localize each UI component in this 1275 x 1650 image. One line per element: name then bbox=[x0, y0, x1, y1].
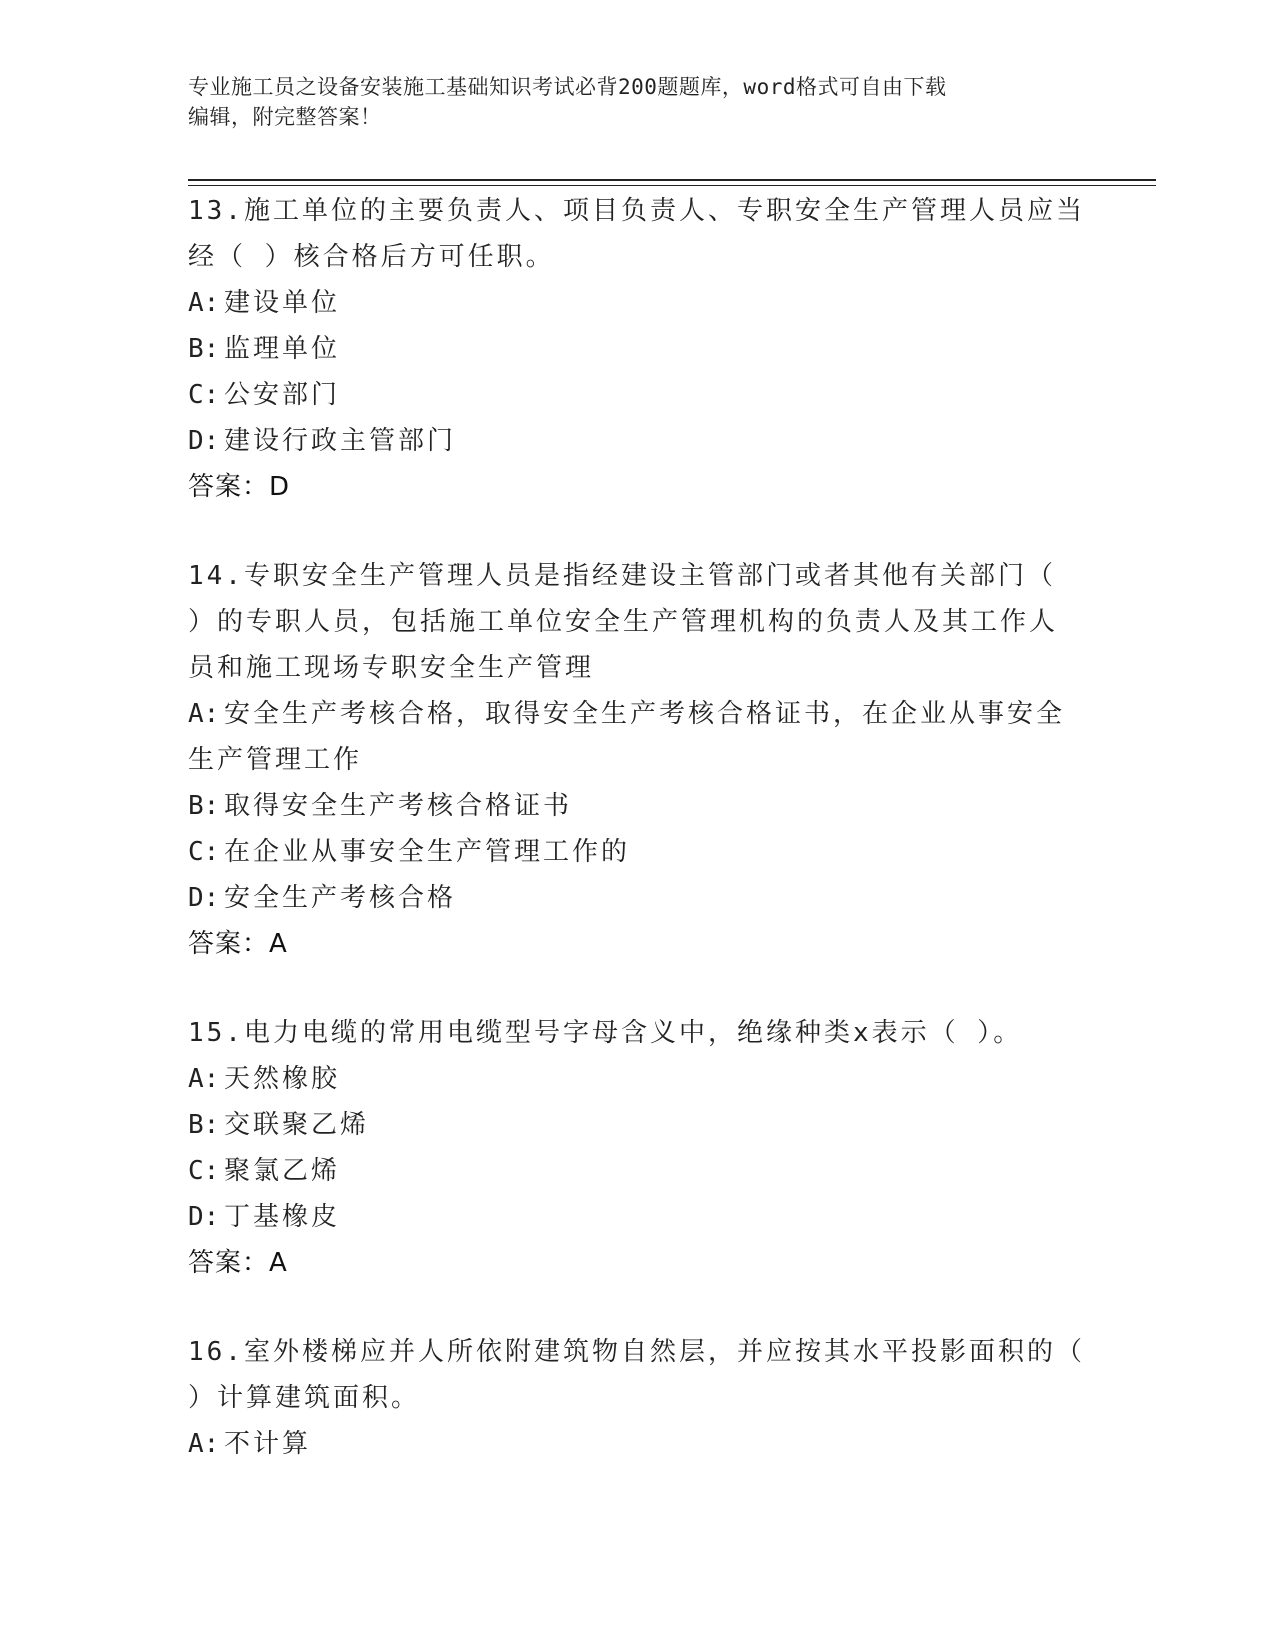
option-key: A: bbox=[188, 288, 220, 318]
answer-line: 答案：A bbox=[188, 1248, 288, 1278]
option-text: 不计算 bbox=[224, 1429, 312, 1459]
question-stem-line: 员和施工现场专职安全生产管理 bbox=[188, 653, 595, 683]
question-stem-line: 15.电力电缆的常用电缆型号字母含义中，绝缘种类x表示（ ）。 bbox=[188, 1018, 1023, 1048]
option-text: 聚氯乙烯 bbox=[224, 1156, 341, 1186]
document-header bbox=[188, 72, 1078, 132]
option-key: D: bbox=[188, 1202, 220, 1232]
option-key: D: bbox=[188, 883, 220, 913]
question-stem-line: 14.专职安全生产管理人员是指经建设主管部门或者其他有关部门（ bbox=[188, 561, 1056, 591]
option-line bbox=[188, 280, 1088, 326]
option-text: 取得安全生产考核合格证书 bbox=[224, 791, 573, 821]
option-line bbox=[188, 326, 1088, 372]
option-text: 天然橡胶 bbox=[224, 1064, 341, 1094]
question-stem-line: 经（ ）核合格后方可任职。 bbox=[188, 242, 555, 272]
question-stem-line: 16.室外楼梯应并人所依附建筑物自然层，并应按其水平投影面积的（ bbox=[188, 1337, 1085, 1367]
option-key: B: bbox=[188, 791, 220, 821]
question-block bbox=[188, 553, 1088, 967]
option-line bbox=[188, 1148, 1088, 1194]
question-stem-line: ）计算建筑面积。 bbox=[188, 1383, 421, 1413]
option-key: B: bbox=[188, 334, 220, 364]
question-block bbox=[188, 188, 1088, 510]
header-line-1: 专业施工员之设备安装施工基础知识考试必背200题题库，word格式可自由下载 bbox=[188, 75, 947, 99]
option-line bbox=[188, 783, 1088, 829]
option-line bbox=[188, 737, 1088, 783]
option-line bbox=[188, 418, 1088, 464]
option-line bbox=[188, 1056, 1088, 1102]
option-text: 建设单位 bbox=[224, 288, 341, 318]
option-key: A: bbox=[188, 1429, 220, 1459]
header-divider-thin bbox=[188, 185, 1156, 186]
question-block bbox=[188, 1010, 1088, 1286]
option-text: 监理单位 bbox=[224, 334, 341, 364]
option-key: C: bbox=[188, 1156, 220, 1186]
option-line bbox=[188, 1102, 1088, 1148]
option-key: C: bbox=[188, 837, 220, 867]
question-stem-line: ）的专职人员，包括施工单位安全生产管理机构的负责人及其工作人 bbox=[188, 607, 1059, 637]
option-key: B: bbox=[188, 1110, 220, 1140]
option-line bbox=[188, 1421, 1088, 1467]
answer-line: 答案：A bbox=[188, 929, 288, 959]
question-list bbox=[188, 188, 1088, 1510]
option-text: 安全生产考核合格，取得安全生产考核合格证书，在企业从事安全 bbox=[224, 699, 1066, 729]
option-text: 安全生产考核合格 bbox=[224, 883, 457, 913]
question-block bbox=[188, 1329, 1088, 1467]
option-key: A: bbox=[188, 1064, 220, 1094]
option-line bbox=[188, 691, 1088, 737]
header-line-2: 编辑，附完整答案！ bbox=[188, 105, 382, 129]
option-key: C: bbox=[188, 380, 220, 410]
option-text: 丁基橡皮 bbox=[224, 1202, 341, 1232]
header-divider-thick bbox=[188, 179, 1156, 181]
option-text: 交联聚乙烯 bbox=[224, 1110, 370, 1140]
option-text: 公安部门 bbox=[224, 380, 341, 410]
question-stem-line: 13.施工单位的主要负责人、项目负责人、专职安全生产管理人员应当 bbox=[188, 196, 1085, 226]
option-key: A: bbox=[188, 699, 220, 729]
option-key: D: bbox=[188, 426, 220, 456]
option-text: 建设行政主管部门 bbox=[224, 426, 457, 456]
option-text: 生产管理工作 bbox=[188, 745, 363, 775]
answer-line: 答案：D bbox=[188, 472, 291, 502]
option-line bbox=[188, 875, 1088, 921]
option-text: 在企业从事安全生产管理工作的 bbox=[224, 837, 631, 867]
option-line bbox=[188, 829, 1088, 875]
option-line bbox=[188, 1194, 1088, 1240]
option-line bbox=[188, 372, 1088, 418]
